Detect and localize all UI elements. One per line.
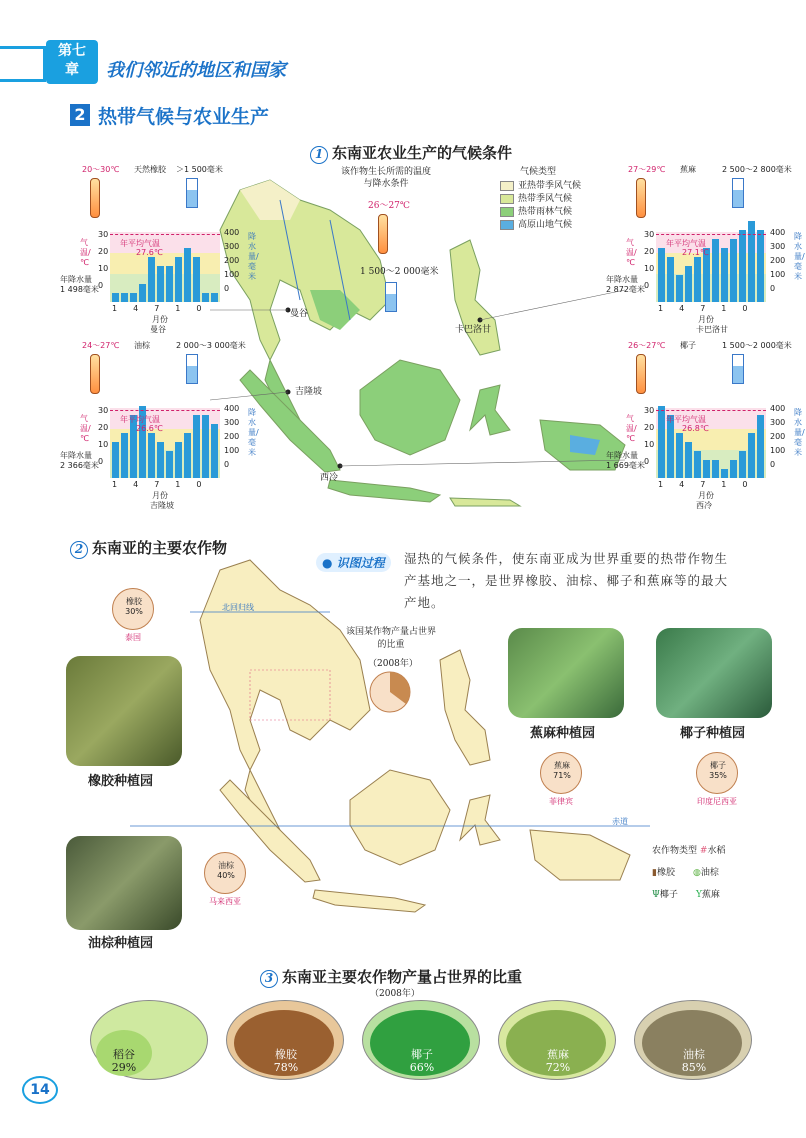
- panel-temp: 24～27℃: [82, 341, 120, 350]
- panel-crop: 椰子: [680, 341, 696, 350]
- coconut-photo-caption: 椰子种植园: [680, 726, 746, 741]
- right-ticks: [770, 226, 785, 296]
- pie-crop: 椰子: [710, 761, 726, 770]
- pie-circle: [112, 588, 154, 630]
- share-example-pie: [368, 670, 412, 714]
- precip-bar: [739, 230, 746, 302]
- coconut-icon: Ψ: [652, 890, 660, 900]
- abaca-photo-caption: 蕉麻种植园: [530, 726, 596, 741]
- legend-label: 热带雨林气候: [518, 207, 573, 217]
- y-tick: 400: [770, 404, 786, 413]
- right-ticks: [224, 226, 239, 296]
- annual-temp-label: 年平均气温: [120, 239, 160, 248]
- x-tick: 4: [133, 304, 155, 313]
- figure3-year: （2008年）: [370, 989, 420, 999]
- left-ticks: [98, 402, 108, 470]
- precip-bar: [202, 415, 209, 478]
- precip-bar: [184, 433, 191, 478]
- x-tick: 7: [700, 480, 722, 489]
- y-tick: 20: [98, 247, 109, 256]
- rubber-icon: ▮: [652, 868, 657, 878]
- figure2-number: 2: [70, 541, 88, 559]
- right-ticks: [224, 402, 239, 472]
- panel-precip: 2 500～2 800毫米: [722, 165, 792, 174]
- y-tick: 300: [770, 418, 786, 427]
- climate-legend: [500, 164, 581, 232]
- y-tick: 300: [770, 242, 786, 251]
- precip-bar: [121, 293, 128, 302]
- precip-bar: [658, 248, 665, 302]
- crop-share-label: [392, 1048, 452, 1074]
- x-tick: 4: [133, 480, 155, 489]
- annual-precip: 1 669毫米: [606, 461, 645, 470]
- thermometer-icon: [378, 214, 388, 254]
- y-tick: 20: [98, 423, 109, 432]
- precip-bar: [757, 230, 764, 302]
- precip-bar: [112, 293, 119, 302]
- crop-legend: [652, 840, 762, 906]
- crop-share-4: [634, 1000, 752, 1080]
- crop-share-pie-3: [204, 852, 246, 907]
- y-tick: 30: [644, 406, 655, 415]
- rice-icon: #: [699, 846, 708, 856]
- precip-bar: [166, 451, 173, 478]
- right-axis-label: 降水量/毫米: [794, 408, 805, 457]
- precip-bar: [694, 257, 701, 302]
- panel-precip: 1 500～2 000毫米: [722, 341, 792, 350]
- annual-temp-label: 年平均气温: [666, 239, 706, 248]
- legend-swatch: [500, 207, 514, 217]
- pie-pct: 40%: [217, 871, 235, 880]
- panel-precip: 2 000～3 000毫米: [176, 341, 246, 350]
- temp-line: [110, 410, 220, 411]
- tropic-label: 北回归线: [222, 603, 254, 612]
- crop-share-1: [226, 1000, 344, 1080]
- rain-gauge-icon: [732, 354, 744, 384]
- y-tick: 200: [224, 432, 240, 441]
- chapter-title: 我们邻近的地区和国家: [106, 60, 286, 81]
- city-label-xiling: 西冷: [320, 473, 339, 483]
- legend-label: 高原山地气候: [518, 220, 573, 230]
- crop-legend-row: [652, 884, 762, 906]
- java: [328, 480, 440, 502]
- legend-swatch: [500, 181, 514, 191]
- legend-label: 亚热带季风气候: [518, 181, 582, 191]
- precip-bar: [148, 257, 155, 302]
- temp-line: [656, 410, 766, 411]
- y-tick: 0: [224, 460, 230, 469]
- y-tick: 0: [770, 284, 776, 293]
- month-label: 月份: [152, 491, 168, 500]
- temp-line: [656, 234, 766, 235]
- annual-precip-label: 年降水量: [60, 275, 92, 284]
- y-tick: 30: [644, 230, 655, 239]
- x-tick: 1: [658, 304, 680, 313]
- x-tick: 10: [175, 304, 218, 313]
- crop-name: 油棕: [683, 1048, 705, 1061]
- crop-share-0: [90, 1000, 208, 1080]
- left-axis-label: 气温/℃: [626, 414, 637, 443]
- legend-title: 气候类型: [520, 167, 557, 177]
- x-tick: 4: [679, 480, 701, 489]
- y-tick: 400: [224, 228, 240, 237]
- share-year: （2008年）: [368, 659, 418, 669]
- rain-gauge-icon: [186, 354, 198, 384]
- oilpalm-photo-caption: 油棕种植园: [88, 936, 154, 951]
- y-tick: 20: [644, 423, 655, 432]
- header-frame: [0, 46, 46, 82]
- y-tick: 0: [98, 281, 104, 290]
- figure1-title-text: 东南亚农业生产的气候条件: [332, 144, 513, 162]
- crop-share-pie-0: [112, 588, 154, 643]
- philippines: [440, 650, 490, 765]
- month-label: 月份: [698, 315, 714, 324]
- precip-bar: [730, 460, 737, 478]
- y-tick: 0: [770, 460, 776, 469]
- y-tick: 0: [644, 281, 650, 290]
- y-tick: 10: [644, 440, 655, 449]
- crop-name: 稻谷: [113, 1048, 135, 1061]
- pie-pct: 71%: [553, 771, 571, 780]
- annual-temp-label: 年平均气温: [666, 415, 706, 424]
- chapter-badge: 第七章: [46, 40, 98, 84]
- annual-temp: 26.8℃: [682, 424, 709, 433]
- globe-icon: ●: [322, 556, 333, 570]
- pie-circle: [696, 752, 738, 794]
- crop-legend-label: 水稻: [707, 846, 726, 856]
- left-ticks: [644, 402, 654, 470]
- annual-precip: 2 366毫米: [60, 461, 99, 470]
- precip-bar: [184, 248, 191, 302]
- figure2-title: [70, 537, 227, 559]
- precip-bar: [193, 415, 200, 478]
- annual-temp: 27.6℃: [136, 248, 163, 257]
- y-tick: 300: [224, 418, 240, 427]
- y-tick: 100: [770, 446, 786, 455]
- panel-city: 卡巴洛甘: [696, 325, 728, 334]
- panel-temp: 26～27℃: [628, 341, 666, 350]
- crop-share-label: [96, 1048, 152, 1074]
- rain-gauge-icon: [732, 178, 744, 208]
- x-ticks: [112, 480, 217, 489]
- figure2-text: 湿热的气候条件，使东南亚成为世界重要的热带作物生产基地之一，是世界橡胶、油棕、椰子和蕉麻等的最大产地。: [404, 551, 729, 610]
- thermometer-icon: [90, 354, 100, 394]
- panel-crop: 油棕: [134, 341, 150, 350]
- crop-legend-row: [652, 862, 762, 884]
- x-tick: 7: [154, 480, 176, 489]
- x-tick: 10: [721, 304, 764, 313]
- crop-share-pie-1: [540, 752, 582, 807]
- figure3-number: 3: [260, 970, 278, 988]
- borneo: [350, 770, 450, 865]
- precip-bar: [157, 266, 164, 302]
- x-tick: 4: [679, 304, 701, 313]
- y-tick: 400: [770, 228, 786, 237]
- crop-legend-label: 蕉麻: [701, 890, 720, 900]
- precip-bar: [166, 266, 173, 302]
- rubber-photo-caption: 橡胶种植园: [88, 774, 154, 789]
- crop-share-2: [362, 1000, 480, 1080]
- precip-bar: [121, 433, 128, 478]
- precip-bar: [211, 293, 218, 302]
- panel-temp: 20～30℃: [82, 165, 120, 174]
- right-ticks: [770, 402, 785, 472]
- lesser-sunda: [450, 498, 520, 506]
- left-ticks: [98, 226, 108, 294]
- crop-name: 椰子: [411, 1048, 433, 1061]
- crop-pct: 66%: [409, 1061, 435, 1074]
- y-tick: 20: [644, 247, 655, 256]
- y-tick: 400: [224, 404, 240, 413]
- annual-temp: 27.1℃: [682, 248, 709, 257]
- thermometer-icon: [636, 178, 646, 218]
- pie-crop: 蕉麻: [554, 761, 570, 770]
- left-ticks: [644, 226, 654, 294]
- month-label: 月份: [698, 491, 714, 500]
- precip-bar: [712, 460, 719, 478]
- y-tick: 10: [98, 440, 109, 449]
- pie-label: [121, 597, 147, 617]
- precip-bar: [712, 239, 719, 302]
- connector-line: [480, 290, 625, 320]
- pie-crop: 油棕: [218, 861, 234, 870]
- climate-panel-kabalogan: [606, 162, 806, 332]
- y-tick: 0: [644, 457, 650, 466]
- precip-bar: [157, 442, 164, 478]
- x-tick: 10: [721, 480, 764, 489]
- java: [313, 890, 425, 912]
- precip-bar: [703, 460, 710, 478]
- crop-legend-title: 农作物类型: [652, 846, 698, 856]
- crop-pct: 29%: [111, 1061, 137, 1074]
- precip-bar: [175, 442, 182, 478]
- left-axis-label: 气温/℃: [80, 238, 91, 267]
- panel-crop: 蕉麻: [680, 165, 696, 174]
- x-ticks: [658, 304, 763, 313]
- crop-pct: 85%: [681, 1061, 707, 1074]
- oilpalm-icon: ◍: [692, 868, 701, 878]
- x-tick: 7: [700, 304, 722, 313]
- coconut-plantation-photo: [656, 628, 772, 718]
- y-tick: 100: [224, 270, 240, 279]
- crop-share-3: [498, 1000, 616, 1080]
- left-axis-label: 气温/℃: [80, 414, 91, 443]
- rain-gauge-icon: [385, 282, 397, 312]
- share-label: 该国某作物产量占世界的比重: [346, 627, 437, 650]
- panel-city: 吉隆坡: [150, 501, 174, 510]
- annual-precip-label: 年降水量: [60, 451, 92, 460]
- panel-precip: ＞1 500毫米: [176, 165, 223, 174]
- climate-panel-bangkok: [60, 162, 260, 332]
- pie-country: 印度尼西亚: [697, 797, 737, 806]
- annual-precip: 1 498毫米: [60, 285, 99, 294]
- indochina-landmass: [200, 560, 370, 770]
- legend-item: [500, 219, 581, 232]
- legend-item: [500, 180, 581, 193]
- crop-legend-row: [652, 840, 762, 862]
- page-number: 14: [22, 1076, 58, 1104]
- pie-crop: 橡胶: [126, 597, 142, 606]
- precip-bar: [667, 257, 674, 302]
- precip-bar: [676, 275, 683, 302]
- pie-label: [549, 761, 575, 781]
- temp-line: [110, 234, 220, 235]
- pie-circle: [204, 852, 246, 894]
- legend-item: [500, 206, 581, 219]
- climate-panel-kualalumpur: [60, 338, 260, 508]
- crop-need-precip: 1 500～2 000毫米: [360, 267, 439, 277]
- precip-bar: [175, 257, 182, 302]
- pie-country: 马来西亚: [209, 897, 241, 906]
- y-tick: 10: [98, 264, 109, 273]
- crop-share-label: [528, 1048, 588, 1074]
- figure3-title: [260, 966, 522, 988]
- y-tick: 200: [770, 432, 786, 441]
- abaca-plantation-photo: [508, 628, 624, 718]
- precip-bar: [202, 293, 209, 302]
- y-tick: 200: [224, 256, 240, 265]
- precip-bar: [721, 469, 728, 478]
- x-tick: 1: [112, 480, 134, 489]
- section-number: 2: [70, 104, 90, 126]
- pie-pct: 30%: [125, 607, 143, 616]
- figure3-title-text: 东南亚主要农作物产量占世界的比重: [282, 968, 523, 986]
- precip-bar: [658, 406, 665, 478]
- figure1-title: [310, 142, 512, 164]
- precip-bar: [685, 442, 692, 478]
- annual-temp: 26.6℃: [136, 424, 163, 433]
- x-ticks: [658, 480, 763, 489]
- figure1-number: 1: [310, 146, 328, 164]
- annual-precip-label: 年降水量: [606, 451, 638, 460]
- annual-temp-label: 年平均气温: [120, 415, 160, 424]
- y-tick: 0: [224, 284, 230, 293]
- city-label-kualalumpur: 吉隆坡: [295, 387, 323, 397]
- new-guinea: [530, 830, 630, 880]
- pie-label: [213, 861, 239, 881]
- x-ticks: [112, 304, 217, 313]
- precip-bar: [676, 433, 683, 478]
- panel-city: 曼谷: [150, 325, 166, 334]
- precip-bar: [730, 239, 737, 302]
- section-title: 热带气候与农业生产: [98, 106, 270, 128]
- left-axis-label: 气温/℃: [626, 238, 637, 267]
- pie-country: 泰国: [125, 633, 141, 642]
- crop-need-temp: 26～27℃: [368, 201, 410, 211]
- crop-legend-label: 油棕: [700, 868, 719, 878]
- sulawesi: [460, 795, 500, 845]
- y-tick: 30: [98, 230, 109, 239]
- precip-bar: [130, 293, 137, 302]
- precip-bar: [193, 257, 200, 302]
- right-axis-label: 降水量/毫米: [248, 408, 259, 457]
- crop-pct: 78%: [273, 1061, 299, 1074]
- y-tick: 300: [224, 242, 240, 251]
- crop-legend-label: 椰子: [659, 890, 678, 900]
- figure2-title-text: 东南亚的主要农作物: [92, 539, 228, 557]
- precip-bar: [694, 451, 701, 478]
- city-label-davao: 卡巴洛甘: [455, 325, 492, 335]
- crop-pct: 72%: [545, 1061, 571, 1074]
- legend-swatch: [500, 194, 514, 204]
- panel-temp: 27～29℃: [628, 165, 666, 174]
- legend-label: 热带季风气候: [518, 194, 573, 204]
- y-tick: 10: [644, 264, 655, 273]
- thermometer-icon: [90, 178, 100, 218]
- pie-label: [705, 761, 731, 781]
- month-label: 月份: [152, 315, 168, 324]
- crop-share-pie-2: [696, 752, 738, 807]
- thermometer-icon: [636, 354, 646, 394]
- crop-need-label: 该作物生长所需的温度与降水条件: [340, 167, 431, 189]
- crop-name: 蕉麻: [547, 1048, 569, 1061]
- pie-circle: [540, 752, 582, 794]
- y-tick: 30: [98, 406, 109, 415]
- crop-share-label: [664, 1048, 724, 1074]
- annual-precip: 2 872毫米: [606, 285, 645, 294]
- sulawesi: [470, 385, 510, 435]
- y-tick: 200: [770, 256, 786, 265]
- precip-bar: [112, 442, 119, 478]
- pie-pct: 35%: [709, 771, 727, 780]
- panel-crop: 天然橡胶: [134, 165, 166, 174]
- right-axis-label: 降水量/毫米: [248, 232, 259, 281]
- precip-bar: [139, 284, 146, 302]
- annual-precip-label: 年降水量: [606, 275, 638, 284]
- pie-country: 菲律宾: [549, 797, 573, 806]
- legend-item: [500, 193, 581, 206]
- precip-bar: [748, 433, 755, 478]
- precip-bar: [721, 248, 728, 302]
- read-map-label: 识图过程: [336, 556, 385, 570]
- x-tick: 10: [175, 480, 218, 489]
- abaca-icon: Y: [695, 890, 702, 900]
- rubber-plantation-photo: [66, 656, 182, 766]
- precip-bar: [211, 424, 218, 478]
- y-tick: 100: [770, 270, 786, 279]
- crop-name: 橡胶: [275, 1048, 297, 1061]
- y-tick: 0: [98, 457, 104, 466]
- climate-panel-xiling: [606, 338, 806, 508]
- philippines: [450, 240, 500, 355]
- y-tick: 100: [224, 446, 240, 455]
- x-tick: 1: [658, 480, 680, 489]
- right-axis-label: 降水量/毫米: [794, 232, 805, 281]
- crop-share-label: [256, 1048, 316, 1074]
- equator-label: 赤道: [612, 817, 628, 826]
- x-tick: 1: [112, 304, 134, 313]
- city-label-bangkok: 曼谷: [290, 309, 309, 319]
- precip-bar: [148, 433, 155, 478]
- legend-swatch: [500, 220, 514, 230]
- precip-bar: [739, 451, 746, 478]
- borneo: [360, 360, 460, 455]
- precip-bar: [685, 266, 692, 302]
- x-tick: 7: [154, 304, 176, 313]
- rain-gauge-icon: [186, 178, 198, 208]
- crop-legend-label: 橡胶: [656, 868, 675, 878]
- precip-bar: [757, 415, 764, 478]
- oilpalm-plantation-photo: [66, 836, 182, 930]
- panel-city: 西冷: [696, 501, 712, 510]
